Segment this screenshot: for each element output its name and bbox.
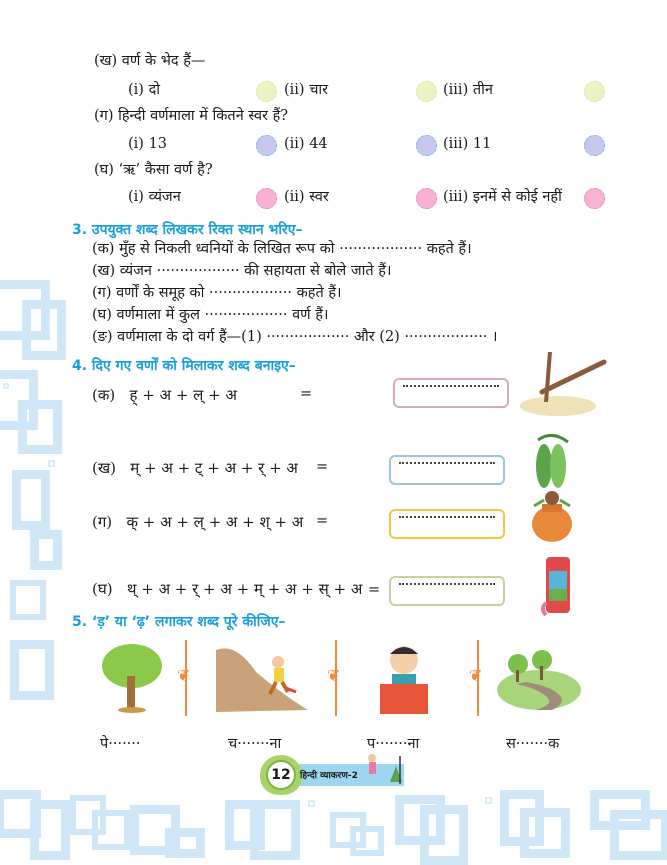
answer-box[interactable] <box>389 509 505 539</box>
fill-blank-item: (घ) वर्णमाला में कुल ·················· वर्ण हैं। <box>92 307 329 323</box>
option: (ii) 44 <box>284 136 328 152</box>
equals-sign: = <box>368 582 381 598</box>
pea-pod-icon <box>528 430 576 492</box>
kalash-icon <box>528 488 576 544</box>
road-icon <box>496 644 582 710</box>
option: (iii) 11 <box>443 136 492 152</box>
blank[interactable]: ·················· <box>204 307 288 323</box>
word-blank[interactable]: च·······ना <box>228 736 282 752</box>
decor-square <box>165 828 205 858</box>
combine-item: (घ) थ् + अ + र् + अ + म् + अ + स् + अ <box>92 580 363 598</box>
option: (ii) चार <box>284 82 329 98</box>
reading-boy-icon <box>372 640 436 714</box>
decor-square <box>420 805 468 865</box>
decor-square <box>610 810 667 860</box>
ornament-icon: ❦ <box>469 666 483 685</box>
decor-square <box>30 800 70 860</box>
question-gha <box>94 162 213 179</box>
question-text: हिन्दी वर्णमाला में कितने स्वर हैं? <box>118 108 289 124</box>
question-kha <box>94 53 205 70</box>
walking-girl-icon <box>360 752 404 786</box>
option: (iii) तीन <box>443 82 493 98</box>
equals-sign: = <box>316 513 329 529</box>
option: (i) दो <box>128 82 161 98</box>
section-heading-q4: 4. दिए गए वर्णों को मिलाकर शब्द बनाइए– <box>72 358 296 374</box>
ornament-icon: ❦ <box>327 666 341 685</box>
question-label: (ग) <box>94 108 114 124</box>
tree-icon <box>100 642 164 714</box>
combine-item: (ग) क् + अ + ल् + अ + श् + अ <box>92 513 304 531</box>
equals-sign: = <box>300 386 313 402</box>
blank[interactable]: ·················· <box>339 241 423 257</box>
option: (i) व्यंजन <box>128 189 181 205</box>
answer-badge[interactable] <box>416 135 437 156</box>
section-heading-q3: 3. उपयुक्त शब्द लिखकर रिक्त स्थान भरिए– <box>72 222 303 238</box>
answer-box[interactable] <box>389 455 505 485</box>
answer-badge[interactable] <box>416 188 437 209</box>
fill-blank-item: (क) मुँह से निकली ध्वनियों के लिखित रूप को ·················· कहते हैं। <box>92 241 472 257</box>
decor-square <box>350 826 384 856</box>
option: (i) 13 <box>128 136 168 152</box>
blank[interactable]: ·················· <box>156 263 240 279</box>
decor-square <box>485 797 492 804</box>
answer-box[interactable] <box>393 378 509 408</box>
thermos-icon <box>540 553 576 617</box>
answer-badge[interactable] <box>256 135 277 156</box>
combine-item: (ख) म् + अ + ट् + अ + र् + अ <box>92 459 298 477</box>
blank[interactable]: ·················· <box>209 285 292 301</box>
answer-box[interactable] <box>389 576 505 606</box>
question-label: (घ) <box>94 162 114 178</box>
answer-badge[interactable] <box>256 81 277 102</box>
decor-square <box>18 400 62 454</box>
answer-badge[interactable] <box>584 81 605 102</box>
fill-blank-item: (ख) व्यंजन ·················· की सहायता से बोले जाते हैं। <box>92 263 392 279</box>
question-ga <box>94 108 288 125</box>
decor-square <box>308 800 315 807</box>
decor-square <box>250 800 300 860</box>
combine-item: (क) ह् + अ + ल् + अ <box>92 386 237 404</box>
decor-square <box>22 300 66 360</box>
plough-icon <box>512 352 608 418</box>
decor-square <box>10 640 54 700</box>
option: (iii) इनमें से कोई नहीं <box>443 189 562 205</box>
blank[interactable]: ·················· <box>266 329 350 345</box>
blank[interactable]: ·················· <box>404 329 488 345</box>
decor-square <box>92 810 130 850</box>
decor-square <box>10 580 46 620</box>
option: (ii) स्वर <box>284 189 329 205</box>
word-blank[interactable]: स·······क <box>506 736 560 752</box>
page-number: 12 <box>266 760 296 790</box>
answer-badge[interactable] <box>416 81 437 102</box>
answer-badge[interactable] <box>256 188 277 209</box>
decor-square <box>48 460 55 467</box>
decor-square <box>3 383 9 389</box>
word-blank[interactable]: पे······· <box>100 736 141 752</box>
fill-blank-item: (ग) वर्णों के समूह को ·················· कहते हैं। <box>92 285 342 301</box>
section-heading-q5: 5. ‘ड़’ या ‘ढ़’ लगाकर शब्द पूरे कीजिए– <box>72 614 286 630</box>
equals-sign: = <box>316 459 329 475</box>
ornament-icon: ❦ <box>177 666 191 685</box>
word-blank[interactable]: प·······ना <box>367 736 420 752</box>
book-title: हिन्दी व्याकरण-2 <box>300 771 358 781</box>
climbing-boy-icon <box>216 642 308 712</box>
decor-square <box>30 530 62 570</box>
question-text: ‘ऋ’ कैसा वर्ण है? <box>118 162 213 178</box>
question-text: वर्ण के भेद हैं— <box>121 53 206 69</box>
answer-badge[interactable] <box>584 188 605 209</box>
question-label: (ख) <box>94 53 118 69</box>
fill-blank-item: (ङ) वर्णमाला के दो वर्ग हैं—(1) ·················· और (2) ·················· । <box>92 329 498 345</box>
answer-badge[interactable] <box>584 135 605 156</box>
decor-square <box>12 470 50 530</box>
decor-square <box>520 808 570 858</box>
